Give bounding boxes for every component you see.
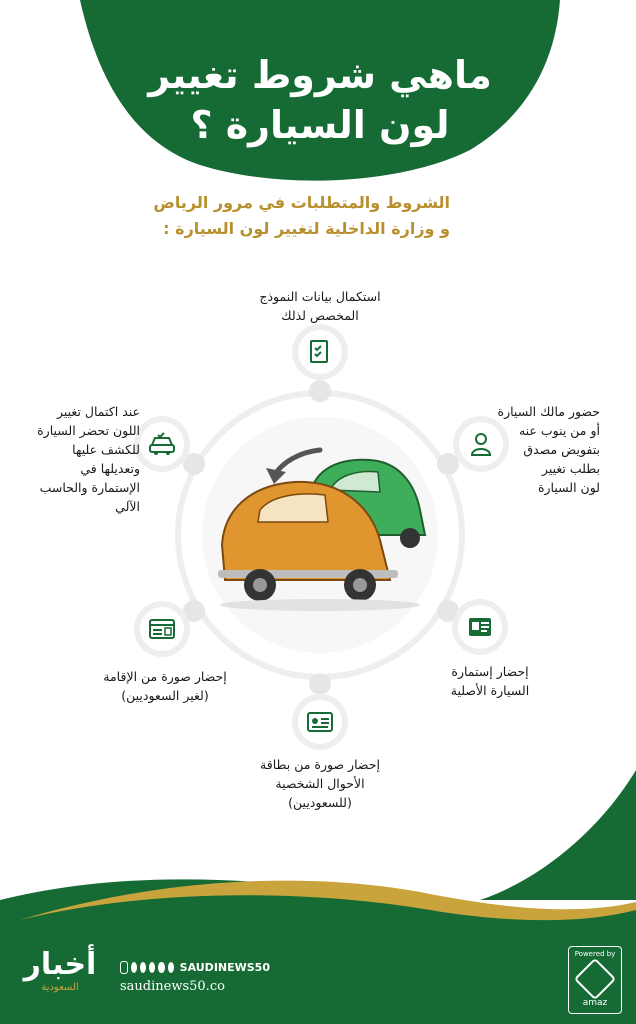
logo-sub: السعودية xyxy=(41,982,79,993)
step-text-line: بطلب تغيير xyxy=(541,461,600,476)
cars-illustration xyxy=(210,440,435,615)
powered-by-label: Powered by xyxy=(574,950,616,958)
telegram-icon[interactable] xyxy=(149,962,155,973)
step-text-line: استكمال بيانات النموذج xyxy=(259,289,381,304)
step-text-line: (للسعوديين) xyxy=(288,795,352,810)
form-checklist-icon xyxy=(298,330,342,374)
social-handle[interactable]: SAUDINEWS50 xyxy=(179,961,270,974)
ring-dot xyxy=(183,453,205,475)
step-text-line: حضور مالك السيارة xyxy=(497,404,600,419)
logo-main: أخبار xyxy=(23,947,97,982)
subtitle-line-1: الشروط والمتطلبات في مرور الرياض xyxy=(153,193,450,212)
ring-dot xyxy=(183,600,205,622)
step-text-line: للكشف عليها xyxy=(72,442,140,457)
footer-logo xyxy=(10,948,110,994)
id-card-icon xyxy=(298,700,342,744)
step-text-line: إحضار إستمارة xyxy=(451,664,529,679)
facebook-icon[interactable] xyxy=(168,962,174,973)
registration-card-icon xyxy=(458,605,502,649)
step-text-line: بتفويض مصدق xyxy=(523,442,600,457)
social-bar xyxy=(120,961,270,994)
subtitle-line-2: و وزارة الداخلية لتغيير لون السيارة : xyxy=(163,219,450,238)
step-text-line: عند اكتمال تغيير xyxy=(56,404,140,419)
ring-dot xyxy=(437,453,459,475)
step-text-line: الأحوال الشخصية xyxy=(275,776,365,791)
step-text-line: السيارة الأصلية xyxy=(450,683,530,698)
powered-by-badge xyxy=(568,946,622,1014)
step-1-text xyxy=(220,287,420,325)
residence-card-icon xyxy=(140,607,184,651)
step-5-text xyxy=(80,667,250,705)
step-text-line: اللون تحضر السيارة xyxy=(37,423,140,438)
step-text-line: أو من ينوب عنه xyxy=(518,423,600,438)
page-title xyxy=(130,50,510,150)
step-text-line: إحضار صورة من بطاقة xyxy=(260,757,380,772)
ring-dot xyxy=(437,600,459,622)
step-text-line: المخصص لذلك xyxy=(281,308,359,323)
social-icons xyxy=(120,961,270,974)
step-text-line: وتعديلها في xyxy=(80,461,140,476)
car-inspection-icon xyxy=(140,422,184,466)
step-text-line: الآلي xyxy=(115,499,140,514)
instagram-icon[interactable] xyxy=(120,961,128,974)
amaz-logo-icon xyxy=(574,958,616,1000)
ring-dot xyxy=(309,673,331,695)
step-3-text xyxy=(430,662,550,700)
step-6-text xyxy=(20,402,140,516)
step-text-line: (لغير السعوديين) xyxy=(121,688,209,703)
snapchat-icon[interactable] xyxy=(140,962,146,973)
youtube-icon[interactable] xyxy=(131,962,137,973)
step-text-line: إحضار صورة من الإقامة xyxy=(103,669,227,684)
step-2-text xyxy=(480,402,600,497)
twitter-icon[interactable] xyxy=(158,962,164,973)
title-line-1: ماهي شروط تغيير xyxy=(148,53,492,97)
step-text-line: الإستمارة والحاسب xyxy=(39,480,140,495)
title-line-2: لون السيارة ؟ xyxy=(190,103,450,147)
website-link[interactable]: saudinews50.co xyxy=(120,979,225,994)
brand-label: amaz xyxy=(582,998,608,1008)
subtitle xyxy=(150,190,450,242)
ring-dot xyxy=(309,380,331,402)
step-text-line: لون السيارة xyxy=(537,480,600,495)
